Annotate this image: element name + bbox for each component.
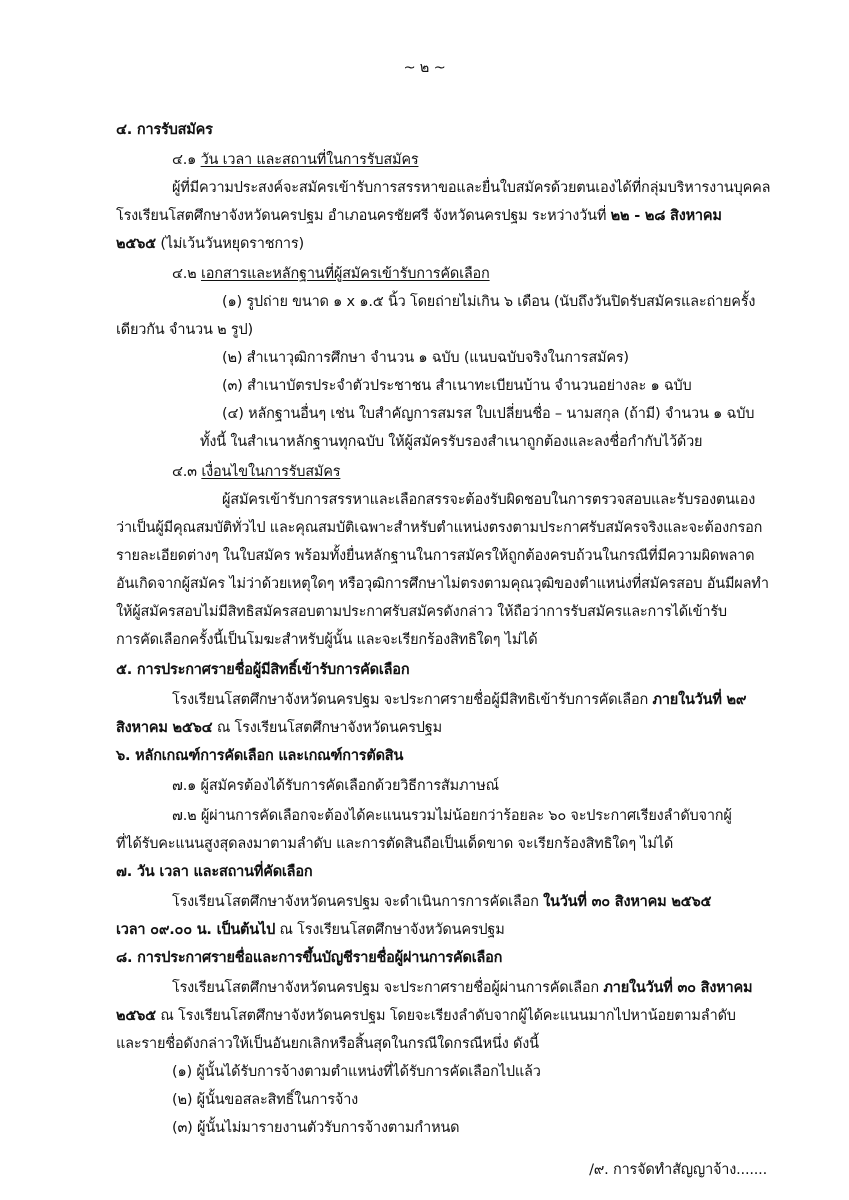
paragraph-line	[116, 1006, 736, 1026]
paragraph-text: โรงเรียนโสตศึกษาจังหวัดนครปฐม อำเภอนครชัยศรี จังหวัดนครปฐม ระหว่างวันที่	[116, 208, 607, 224]
paragraph-line: และรายชื่อดังกล่าวให้เป็นอันยกเลิกหรือสิ้นสุดในกรณีใดกรณีหนึ่ง ดังนี้	[116, 1036, 539, 1052]
list-item-continuation: ที่ได้รับคะแนนสูงสุดลงมาตามลำดับ และการตัดสินถือเป็นเด็ดขาด จะเรียกร้องสิทธิใดๆ ไม่ได้	[116, 836, 674, 852]
section-4-2-title-text: เอกสารและหลักฐานที่ผู้สมัครเข้ารับการคัดเลือก	[200, 266, 490, 282]
announcement-month-year: สิงหาคม ๒๕๖๔	[116, 720, 213, 736]
paragraph-line	[172, 690, 746, 710]
paragraph-line: รายละเอียดต่างๆ ในใบสมัคร พร้อมทั้งยื่นหลักฐานในการสมัครให้ถูกต้องครบถ้วนในกรณีที่มีความผิดพลาด	[116, 548, 755, 564]
section-4-2-title	[172, 264, 490, 284]
list-item: (๒) สำเนาวุฒิการศึกษา จำนวน ๑ ฉบับ (แนบฉบับจริงในการสมัคร)	[222, 350, 629, 366]
selection-date: ในวันที่ ๓๐ สิงหาคม ๒๕๖๕	[543, 894, 712, 910]
list-item: (๑) ผู้นั้นได้รับการจ้างตามตำแหน่งที่ได้รับการคัดเลือกไปแล้ว	[172, 1064, 541, 1080]
section-4-1-title	[172, 150, 418, 170]
list-item: (๓) ผู้นั้นไม่มารายงานตัวรับการจ้างตามกำหนด	[172, 1120, 460, 1136]
paragraph-line	[172, 892, 711, 912]
paragraph-text: ณ โรงเรียนโสตศึกษาจังหวัดนครปฐม	[279, 922, 505, 938]
selection-time: เวลา ๐๙.๐๐ น. เป็นต้นไป	[116, 922, 276, 938]
paragraph-line	[172, 978, 752, 998]
application-dates: ๒๒ - ๒๘ สิงหาคม	[610, 208, 722, 224]
list-item: (๔) หลักฐานอื่นๆ เช่น ใบสำคัญการสมรส ใบเปลี่ยนชื่อ – นามสกุล (ถ้ามี) จำนวน ๑ ฉบับ	[222, 406, 755, 422]
section-4-2-number: ๔.๒	[172, 266, 197, 282]
list-item-continuation: เดียวกัน จำนวน ๒ รูป)	[116, 322, 253, 338]
list-item: (๒) ผู้นั้นขอสละสิทธิ์ในการจ้าง	[172, 1092, 359, 1108]
results-date: ภายในวันที่ ๓๐ สิงหาคม	[603, 980, 753, 996]
paragraph-line: ผู้ที่มีความประสงค์จะสมัครเข้ารับการสรรหาขอและยื่นใบสมัครด้วยตนเองได้ที่กลุ่มบริหารงานบุคคล	[172, 180, 771, 196]
paragraph-line: ผู้สมัครเข้ารับการสรรหาและเลือกสรรจะต้องรับผิดชอบในการตรวจสอบและรับรองตนเอง	[222, 492, 756, 508]
list-item: ๗.๑ ผู้สมัครต้องได้รับการคัดเลือกด้วยวิธีการสัมภาษณ์	[172, 778, 499, 794]
section-4-1-number: ๔.๑	[172, 152, 197, 168]
page-number: ~ ๒ ~	[403, 60, 446, 76]
section-6-heading: ๖. หลักเกณฑ์การคัดเลือก และเกณฑ์การตัดสิน	[116, 748, 404, 764]
paragraph-text: โรงเรียนโสตศึกษาจังหวัดนครปฐม จะดำเนินการการคัดเลือก	[172, 894, 539, 910]
application-year: ๒๕๖๕	[116, 236, 156, 252]
section-4-1-title-text: วัน เวลา และสถานที่ในการรับสมัคร	[200, 152, 419, 168]
list-item: (๓) สำเนาบัตรประจำตัวประชาชน สำเนาทะเบียนบ้าน จำนวนอย่างละ ๑ ฉบับ	[222, 378, 692, 394]
section-5-heading: ๕. การประกาศรายชื่อผู้มีสิทธิ์เข้ารับการคัดเลือก	[116, 662, 410, 678]
paragraph-text: โรงเรียนโสตศึกษาจังหวัดนครปฐม จะประกาศรายชื่อผู้ผ่านการคัดเลือก	[172, 980, 599, 996]
paragraph-text: โรงเรียนโสตศึกษาจังหวัดนครปฐม จะประกาศรายชื่อผู้มีสิทธิเข้ารับการคัดเลือก	[172, 692, 649, 708]
paragraph-line: ว่าเป็นผู้มีคุณสมบัติทั่วไป และคุณสมบัติเฉพาะสำหรับตำแหน่งตรงตามประกาศรับสมัครจริงและจะต้องกรอก	[116, 520, 763, 536]
section-8-heading: ๘. การประกาศรายชื่อและการขึ้นบัญชีรายชื่อผู้ผ่านการคัดเลือก	[116, 950, 503, 966]
list-item: ๗.๒ ผู้ผ่านการคัดเลือกจะต้องได้คะแนนรวมไม่น้อยกว่าร้อยละ ๖๐ จะประกาศเรียงลำดับจากผู้	[172, 808, 732, 824]
section-4-3-number: ๔.๓	[172, 464, 197, 480]
paragraph-text: (ไม่เว้นวันหยุดราชการ)	[160, 236, 304, 252]
list-item-continuation: ทั้งนี้ ในสำเนาหลักฐานทุกฉบับ ให้ผู้สมัครรับรองสำเนาถูกต้องและลงชื่อกำกับไว้ด้วย	[200, 434, 703, 450]
footer-continuation: /๙. การจัดทำสัญญาจ้าง.......	[589, 1162, 767, 1178]
paragraph-text: ณ โรงเรียนโสตศึกษาจังหวัดนครปฐม	[216, 720, 442, 736]
section-7-heading: ๗. วัน เวลา และสถานที่คัดเลือก	[116, 864, 313, 880]
paragraph-line: การคัดเลือกครั้งนี้เป็นโมฆะสำหรับผู้นั้น และจะเรียกร้องสิทธิใดๆ ไม่ได้	[116, 632, 538, 648]
paragraph-line	[116, 234, 304, 254]
announcement-date: ภายในวันที่ ๒๙	[652, 692, 747, 708]
paragraph-line: อันเกิดจากผู้สมัคร ไม่ว่าด้วยเหตุใดๆ หรือวุฒิการศึกษาไม่ตรงตามคุณวุฒิของตำแหน่งที่สมัครสอบ อันมีผลทำ	[116, 576, 769, 592]
results-year: ๒๕๖๕	[116, 1008, 156, 1024]
list-item: (๑) รูปถ่าย ขนาด ๑ x ๑.๕ นิ้ว โดยถ่ายไม่เกิน ๖ เดือน (นับถึงวันปิดรับสมัครและถ่ายครั้ง	[222, 294, 756, 310]
section-4-heading: ๔. การรับสมัคร	[116, 122, 213, 138]
section-4-3-title	[172, 462, 340, 482]
paragraph-text: ณ โรงเรียนโสตศึกษาจังหวัดนครปฐม โดยจะเรียงลำดับจากผู้ได้คะแนนมากไปหาน้อยตามลำดับ	[160, 1008, 736, 1024]
paragraph-line	[116, 718, 442, 738]
paragraph-line: ให้ผู้สมัครสอบไม่มีสิทธิสมัครสอบตามประกาศรับสมัครดังกล่าว ให้ถือว่าการรับสมัครและการได้เข้ารับ	[116, 604, 727, 620]
section-4-3-title-text: เงื่อนไขในการรับสมัคร	[201, 464, 341, 480]
paragraph-line	[116, 920, 505, 940]
paragraph-line	[116, 206, 722, 226]
